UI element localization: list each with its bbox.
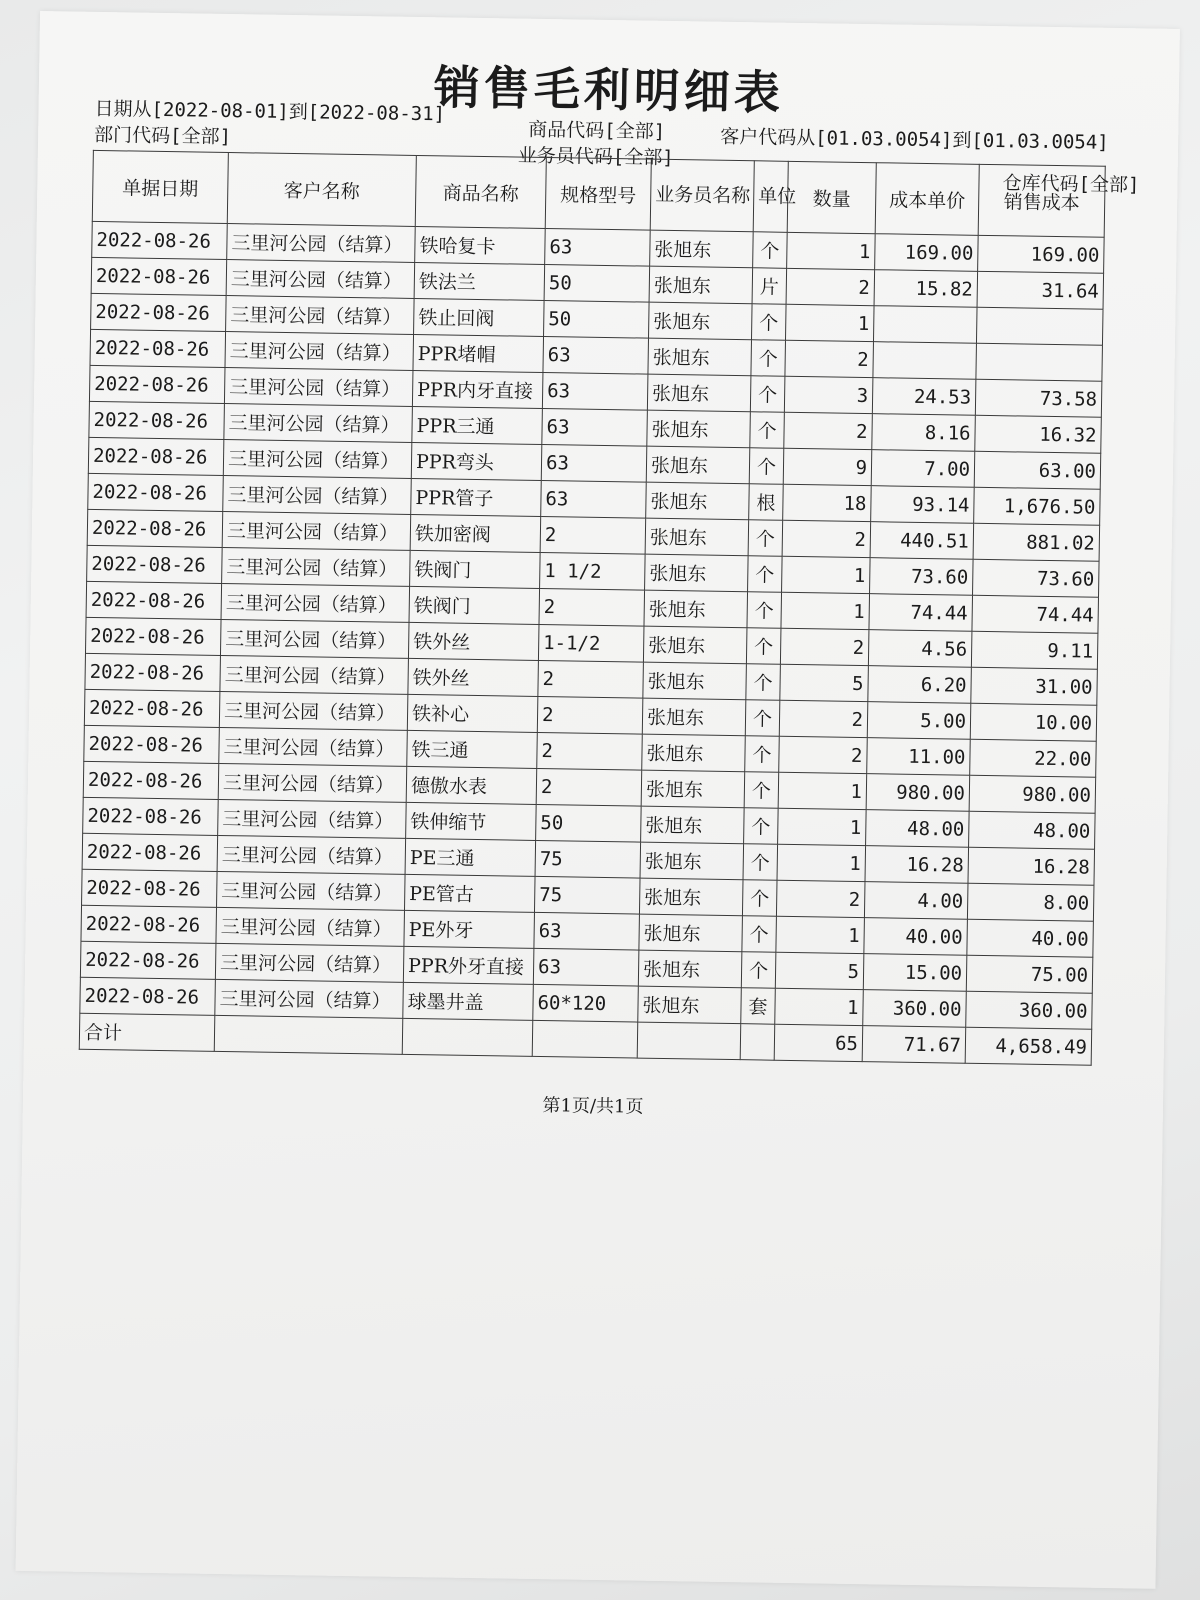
cell-customer: 三里河公园（结算） (225, 331, 414, 370)
cell-quantity: 5 (775, 952, 864, 989)
cell-salesperson: 张旭东 (646, 446, 750, 484)
cell-salesperson: 张旭东 (647, 410, 751, 448)
cell-quantity: 1 (776, 916, 865, 953)
cell-unit: 个 (748, 556, 783, 593)
cell-unit: 个 (745, 736, 780, 773)
cell-spec: 50 (536, 804, 642, 842)
total-unit-cost: 71.67 (862, 1026, 966, 1064)
col-header-unit-cost: 成本单价 (875, 163, 979, 236)
cell-spec: 63 (533, 948, 639, 986)
total-empty-cell (402, 1018, 533, 1056)
cell-salesperson: 张旭东 (643, 626, 747, 664)
cell-spec: 63 (542, 408, 648, 446)
cell-quantity: 2 (786, 268, 875, 305)
cell-product: 球墨井盖 (403, 982, 534, 1020)
cell-sales-cost: 360.00 (966, 991, 1093, 1029)
cell-salesperson: 张旭东 (647, 374, 751, 412)
cell-salesperson: 张旭东 (650, 230, 754, 268)
cell-salesperson: 张旭东 (639, 878, 743, 916)
cell-customer: 三里河公园（结算） (222, 547, 411, 586)
cell-quantity: 1 (778, 808, 867, 845)
warehouse-code-filter: 仓库代码[全部] (1002, 172, 1140, 197)
cell-salesperson: 张旭东 (641, 770, 745, 808)
cell-unit-cost: 7.00 (871, 450, 975, 488)
cell-date: 2022-08-26 (85, 653, 221, 691)
cell-product: 铁加密阀 (410, 514, 541, 552)
cell-date: 2022-08-26 (85, 617, 221, 655)
cell-sales-cost: 48.00 (969, 811, 1096, 849)
cell-customer: 三里河公园（结算） (219, 727, 408, 766)
cell-product: 铁伸缩节 (406, 802, 537, 840)
cell-date: 2022-08-26 (87, 509, 223, 547)
cell-salesperson: 张旭东 (638, 950, 742, 988)
cell-date: 2022-08-26 (88, 437, 224, 475)
cell-unit: 个 (751, 304, 786, 341)
cell-date: 2022-08-26 (90, 329, 226, 367)
cell-spec: 1-1/2 (538, 624, 644, 662)
cell-sales-cost: 10.00 (970, 703, 1097, 741)
cell-quantity: 1 (778, 772, 867, 809)
cell-spec: 2 (537, 732, 643, 770)
total-quantity: 65 (774, 1024, 863, 1061)
total-empty-cell (740, 1024, 775, 1061)
cell-unit-cost: 48.00 (866, 810, 970, 848)
cell-unit-cost: 73.60 (870, 558, 974, 596)
cell-unit-cost: 4.00 (864, 882, 968, 920)
cell-date: 2022-08-26 (89, 401, 225, 439)
cell-product: 铁外丝 (408, 622, 539, 660)
cell-quantity: 1 (782, 556, 871, 593)
cell-salesperson: 张旭东 (644, 590, 748, 628)
cell-date: 2022-08-26 (80, 941, 216, 979)
cell-unit: 个 (748, 520, 783, 557)
cell-date: 2022-08-26 (80, 977, 216, 1015)
cell-salesperson: 张旭东 (643, 662, 747, 700)
cell-unit: 套 (741, 988, 776, 1025)
cell-sales-cost: 16.32 (975, 415, 1102, 453)
cell-salesperson: 张旭东 (640, 842, 744, 880)
cell-quantity: 18 (783, 484, 872, 521)
cell-sales-cost: 31.00 (971, 667, 1098, 705)
customer-code-filter: 客户代码从[01.03.0054]到[01.03.0054] (720, 125, 1109, 154)
cell-quantity: 9 (783, 448, 872, 485)
cell-spec: 2 (538, 660, 644, 698)
cell-spec: 75 (534, 876, 640, 914)
cell-unit: 个 (751, 340, 786, 377)
cell-quantity: 2 (780, 628, 869, 665)
cell-unit-cost: 440.51 (870, 522, 974, 560)
cell-product: PPR管子 (411, 478, 542, 516)
cell-date: 2022-08-26 (87, 545, 223, 583)
cell-spec: 63 (541, 480, 647, 518)
cell-sales-cost: 75.00 (966, 955, 1093, 993)
cell-quantity: 2 (784, 412, 873, 449)
cell-product: 铁补心 (407, 694, 538, 732)
cell-spec: 75 (535, 840, 641, 878)
total-empty-cell (637, 1022, 741, 1060)
cell-date: 2022-08-26 (83, 761, 219, 799)
cell-salesperson: 张旭东 (642, 698, 746, 736)
cell-unit: 个 (753, 232, 788, 269)
cell-customer: 三里河公园（结算） (222, 511, 411, 550)
cell-customer: 三里河公园（结算） (216, 907, 405, 946)
cell-sales-cost (976, 343, 1103, 381)
cell-unit-cost: 93.14 (871, 486, 975, 524)
cell-customer: 三里河公园（结算） (223, 439, 412, 478)
cell-quantity: 1 (775, 988, 864, 1025)
cell-date: 2022-08-26 (82, 869, 218, 907)
cell-quantity: 2 (782, 520, 871, 557)
cell-unit-cost: 16.28 (865, 846, 969, 884)
cell-customer: 三里河公园（结算） (215, 979, 404, 1018)
cell-unit-cost: 4.56 (868, 630, 972, 668)
cell-unit: 个 (741, 952, 776, 989)
cell-sales-cost: 8.00 (967, 883, 1094, 921)
cell-spec: 50 (544, 300, 650, 338)
page-footer: 第1页/共1页 (542, 1095, 644, 1118)
cell-customer: 三里河公园（结算） (221, 583, 410, 622)
cell-spec: 2 (536, 768, 642, 806)
cell-spec: 63 (541, 444, 647, 482)
cell-unit: 个 (742, 916, 777, 953)
cell-quantity: 3 (784, 376, 873, 413)
cell-unit-cost: 40.00 (864, 918, 968, 956)
cell-unit-cost: 360.00 (863, 990, 967, 1028)
total-empty-cell (532, 1020, 638, 1058)
cell-unit-cost: 11.00 (867, 738, 971, 776)
cell-product: PPR内牙直接 (412, 370, 543, 408)
cell-salesperson: 张旭东 (648, 338, 752, 376)
cell-product: 铁阀门 (410, 550, 541, 588)
cell-salesperson: 张旭东 (638, 986, 742, 1024)
cell-unit: 个 (743, 844, 778, 881)
cell-customer: 三里河公园（结算） (223, 475, 412, 514)
col-header-quantity: 数量 (787, 161, 876, 233)
date-range-filter: 日期从[2022-08-01]到[2022-08-31] (94, 97, 446, 126)
cell-unit: 片 (752, 268, 787, 305)
cell-spec: 63 (542, 372, 648, 410)
cell-sales-cost: 1,676.50 (974, 487, 1101, 525)
cell-unit: 个 (746, 628, 781, 665)
cell-unit: 个 (745, 700, 780, 737)
cell-sales-cost: 9.11 (971, 631, 1098, 669)
cell-product: PPR三通 (412, 406, 543, 444)
cell-unit-cost (873, 306, 977, 344)
cell-quantity: 2 (785, 340, 874, 377)
cell-product: 铁哈复卡 (415, 226, 546, 264)
cell-quantity: 1 (777, 844, 866, 881)
cell-spec: 2 (539, 588, 645, 626)
cell-sales-cost: 980.00 (969, 775, 1096, 813)
cell-customer: 三里河公园（结算） (224, 403, 413, 442)
cell-unit-cost: 8.16 (872, 414, 976, 452)
cell-sales-cost: 16.28 (968, 847, 1095, 885)
cell-quantity: 2 (779, 700, 868, 737)
cell-date: 2022-08-26 (81, 905, 217, 943)
cell-date: 2022-08-26 (92, 221, 228, 259)
cell-unit: 根 (749, 484, 784, 521)
cell-unit: 个 (750, 376, 785, 413)
cell-date: 2022-08-26 (82, 833, 218, 871)
cell-unit: 个 (744, 808, 779, 845)
cell-sales-cost: 73.60 (973, 559, 1100, 597)
cell-customer: 三里河公园（结算） (226, 260, 415, 299)
sales-margin-table (79, 150, 1106, 1066)
cell-date: 2022-08-26 (91, 293, 227, 331)
cell-date: 2022-08-26 (84, 725, 220, 763)
cell-sales-cost: 73.58 (975, 379, 1102, 417)
cell-product: PPR外牙直接 (403, 946, 534, 984)
cell-product: 铁阀门 (409, 586, 540, 624)
cell-unit: 个 (744, 772, 779, 809)
cell-quantity: 2 (779, 736, 868, 773)
cell-product: 铁止回阀 (414, 298, 545, 336)
cell-customer: 三里河公园（结算） (220, 619, 409, 658)
cell-unit-cost: 74.44 (869, 594, 973, 632)
cell-unit-cost (873, 342, 977, 380)
cell-salesperson: 张旭东 (646, 482, 750, 520)
cell-customer: 三里河公园（结算） (226, 296, 415, 335)
cell-unit-cost: 980.00 (866, 774, 970, 812)
cell-spec: 63 (545, 229, 651, 267)
col-header-product: 商品名称 (415, 155, 546, 228)
cell-unit-cost: 6.20 (868, 666, 972, 704)
cell-spec: 1 1/2 (540, 552, 646, 590)
cell-unit-cost: 5.00 (867, 702, 971, 740)
cell-sales-cost (976, 307, 1103, 345)
cell-unit: 个 (742, 880, 777, 917)
cell-customer: 三里河公园（结算） (217, 871, 406, 910)
col-header-date: 单据日期 (92, 150, 228, 223)
cell-unit-cost: 15.00 (863, 954, 967, 992)
cell-quantity: 1 (781, 592, 870, 629)
cell-spec: 2 (540, 516, 646, 554)
cell-spec: 2 (537, 696, 643, 734)
cell-salesperson: 张旭东 (649, 266, 753, 304)
cell-date: 2022-08-26 (89, 365, 225, 403)
cell-customer: 三里河公园（结算） (217, 835, 406, 874)
cell-date: 2022-08-26 (86, 581, 222, 619)
col-header-spec: 规格型号 (545, 158, 651, 231)
dept-code-filter: 部门代码[全部] (93, 123, 232, 149)
cell-unit: 个 (750, 412, 785, 449)
cell-quantity: 1 (787, 232, 876, 269)
cell-customer: 三里河公园（结算） (215, 943, 404, 982)
cell-product: PE管古 (404, 874, 535, 912)
cell-product: 铁法兰 (414, 262, 545, 300)
cell-spec: 63 (543, 336, 649, 374)
report-sheet (16, 11, 1180, 1589)
cell-quantity: 5 (780, 664, 869, 701)
col-header-customer: 客户名称 (227, 153, 416, 227)
cell-product: 铁外丝 (408, 658, 539, 696)
cell-customer: 三里河公园（结算） (218, 799, 407, 838)
cell-unit: 个 (749, 448, 784, 485)
cell-date: 2022-08-26 (91, 257, 227, 295)
cell-spec: 63 (534, 912, 640, 950)
cell-customer: 三里河公园（结算） (227, 224, 416, 263)
cell-product: 铁三通 (407, 730, 538, 768)
cell-customer: 三里河公园（结算） (218, 763, 407, 802)
cell-salesperson: 张旭东 (645, 518, 749, 556)
total-label: 合计 (79, 1013, 215, 1051)
cell-sales-cost: 169.00 (978, 235, 1105, 273)
cell-date: 2022-08-26 (83, 797, 219, 835)
cell-sales-cost: 74.44 (972, 595, 1099, 633)
cell-product: 德傲水表 (406, 766, 537, 804)
cell-unit-cost: 15.82 (874, 270, 978, 308)
cell-unit-cost: 169.00 (875, 234, 979, 272)
cell-unit: 个 (747, 592, 782, 629)
cell-quantity: 2 (776, 880, 865, 917)
cell-salesperson: 张旭东 (642, 734, 746, 772)
col-header-salesperson: 业务员名称 (650, 159, 754, 232)
cell-customer: 三里河公园（结算） (224, 367, 413, 406)
col-header-sales-cost: 销售成本 (978, 164, 1105, 237)
total-sales-cost: 4,658.49 (965, 1027, 1092, 1065)
cell-product: PPR弯头 (411, 442, 542, 480)
cell-salesperson: 张旭东 (645, 554, 749, 592)
cell-product: PE三通 (405, 838, 536, 876)
total-empty-cell (214, 1015, 403, 1054)
cell-salesperson: 张旭东 (649, 302, 753, 340)
cell-salesperson: 张旭东 (639, 914, 743, 952)
cell-sales-cost: 63.00 (974, 451, 1101, 489)
cell-customer: 三里河公园（结算） (220, 655, 409, 694)
cell-customer: 三里河公园（结算） (219, 691, 408, 730)
cell-spec: 60*120 (533, 984, 639, 1022)
cell-sales-cost: 22.00 (970, 739, 1097, 777)
cell-sales-cost: 881.02 (973, 523, 1100, 561)
cell-salesperson: 张旭东 (641, 806, 745, 844)
col-header-unit: 单位 (753, 161, 788, 233)
cell-sales-cost: 31.64 (977, 271, 1104, 309)
cell-product: PPR堵帽 (413, 334, 544, 372)
cell-unit-cost: 24.53 (872, 378, 976, 416)
goods-code-filter: 商品代码[全部] (528, 118, 666, 143)
cell-unit: 个 (746, 664, 781, 701)
cell-date: 2022-08-26 (88, 473, 224, 511)
cell-date: 2022-08-26 (84, 689, 220, 727)
cell-sales-cost: 40.00 (967, 919, 1094, 957)
salesperson-code-filter: 业务员代码[全部] (517, 144, 674, 170)
cell-product: PE外牙 (404, 910, 535, 948)
cell-quantity: 1 (785, 304, 874, 341)
cell-spec: 50 (544, 265, 650, 303)
table-body (80, 221, 1104, 1029)
report-title: 销售毛利明细表 (433, 60, 785, 120)
